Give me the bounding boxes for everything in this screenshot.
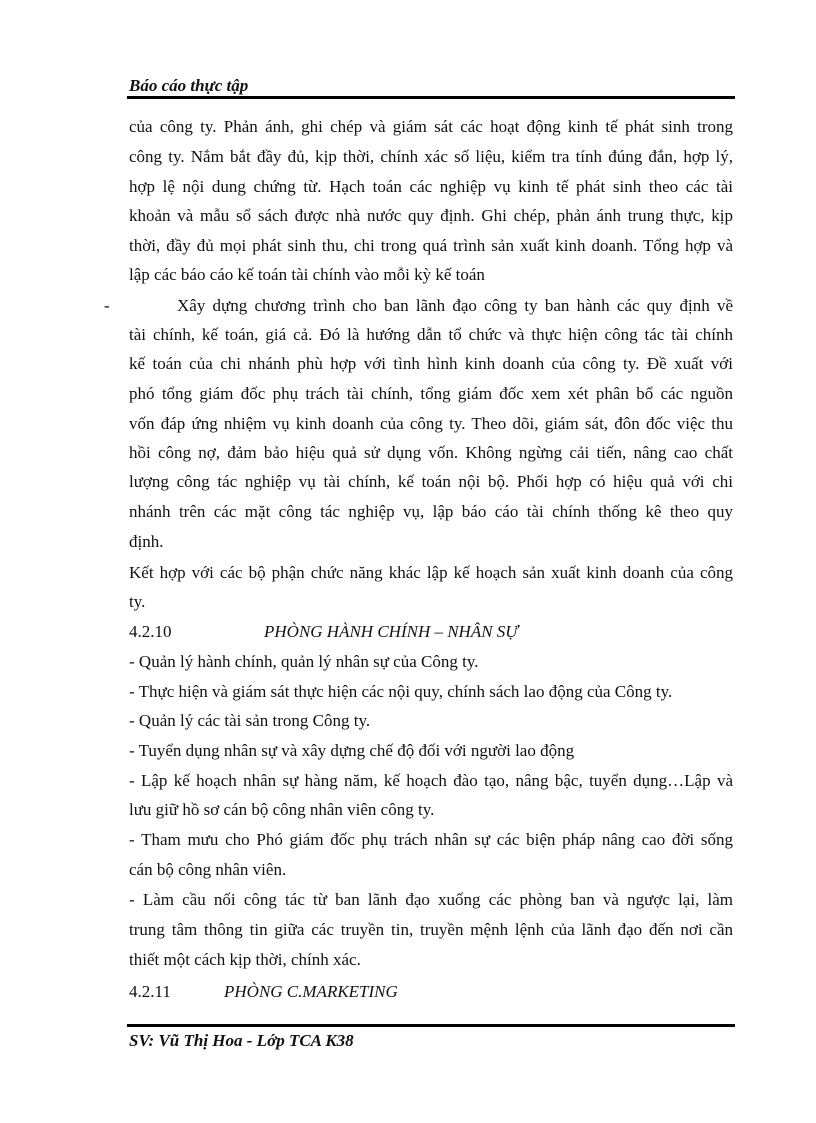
list-item: - Quản lý hành chính, quản lý nhân sự của Công ty. [129, 652, 479, 671]
para2-line: vốn đáp ứng nhiệm vụ kinh doanh của công ty. Theo dõi, giám sát, đôn đốc việc thu [129, 414, 733, 433]
para3-line: ty. [129, 592, 146, 611]
list-item: trung tâm thông tin giữa các truyền tin, truyền mệnh lệnh của lãnh đạo đến nơi cần [129, 920, 733, 939]
bullet-dash: - [104, 296, 110, 315]
para2-line: lượng công tác nghiệp vụ tài chính, kế toán nội bộ. Phối hợp có hiệu quả với chi [129, 472, 733, 491]
list-item: thiết một cách kịp thời, chính xác. [129, 950, 361, 969]
list-item: - Thực hiện và giám sát thực hiện các nội quy, chính sách lao động của Công ty. [129, 682, 673, 701]
header-divider [127, 96, 735, 99]
para2-line: định. [129, 532, 164, 551]
para2-line: hồi công nợ, đảm bảo hiệu quả sử dụng vốn. Không ngừng cải tiến, nâng cao chất [129, 443, 733, 462]
para1-line: lập các báo cáo kế toán tài chính vào mỗi kỳ kế toán [129, 265, 485, 284]
page-footer-text: SV: Vũ Thị Hoa - Lớp TCA K38 [129, 1031, 354, 1050]
list-item: - Tham mưu cho Phó giám đốc phụ trách nhân sự các biện pháp nâng cao đời sống [129, 830, 733, 849]
list-item: - Tuyển dụng nhân sự và xây dựng chế độ đối với người lao động [129, 741, 575, 760]
list-item: cán bộ công nhân viên. [129, 860, 287, 879]
section-number: 4.2.10 [129, 622, 172, 641]
para2-line: kế toán của chi nhánh phù hợp với tình hình kinh doanh của công ty. Đề xuất với [129, 354, 733, 373]
list-item: - Làm cầu nối công tác từ ban lãnh đạo xuống các phòng ban và ngược lại, làm [129, 890, 733, 909]
para3-line: Kết hợp với các bộ phận chức năng khác lập kế hoạch sản xuất kinh doanh của công [129, 563, 733, 582]
para2-line: Xây dựng chương trình cho ban lãnh đạo công ty ban hành các quy định về [177, 296, 733, 315]
para1-line: thời, đầy đủ mọi phát sinh thu, chi trong quá trình sản xuất kinh doanh. Tổng hợp và [129, 236, 733, 255]
section-title: PHÒNG C.MARKETING [224, 982, 398, 1001]
para1-line: công ty. Nắm bắt đầy đủ, kịp thời, chính xác số liệu, kiểm tra tính đúng đắn, hợp lý, [129, 147, 733, 166]
para1-line: của công ty. Phản ánh, ghi chép và giám sát các hoạt động kinh tế phát sinh trong [129, 117, 733, 136]
section-title: PHÒNG HÀNH CHÍNH – NHÂN SỰ [264, 622, 519, 641]
list-item: - Quản lý các tài sản trong Công ty. [129, 711, 371, 730]
footer-divider [127, 1024, 735, 1027]
page-header-title: Báo cáo thực tập [129, 76, 249, 95]
para2-line: nhánh trên các mặt công tác nghiệp vụ, lập báo cáo tài chính thống kê theo quy [129, 502, 733, 521]
para1-line: khoản và mẫu sổ sách được nhà nước quy định. Ghi chép, phản ánh trung thực, kịp [129, 206, 733, 225]
section-number: 4.2.11 [129, 982, 171, 1001]
para2-line: phó tổng giám đốc phụ trách tài chính, tổng giám đốc xem xét phân bổ các nguồn [129, 384, 733, 403]
para2-line: tài chính, kế toán, giá cả. Đó là hướng dẫn tổ chức và thực hiện công tác tài chính [129, 325, 733, 344]
list-item: lưu giữ hồ sơ cán bộ công nhân viên công ty. [129, 800, 435, 819]
para1-line: hợp lệ nội dung chứng từ. Hạch toán các nghiệp vụ kinh tế phát sinh theo các tài [129, 177, 733, 196]
list-item: - Lập kế hoạch nhân sự hàng năm, kế hoạch đào tạo, nâng bậc, tuyển dụng…Lập và [129, 771, 733, 790]
